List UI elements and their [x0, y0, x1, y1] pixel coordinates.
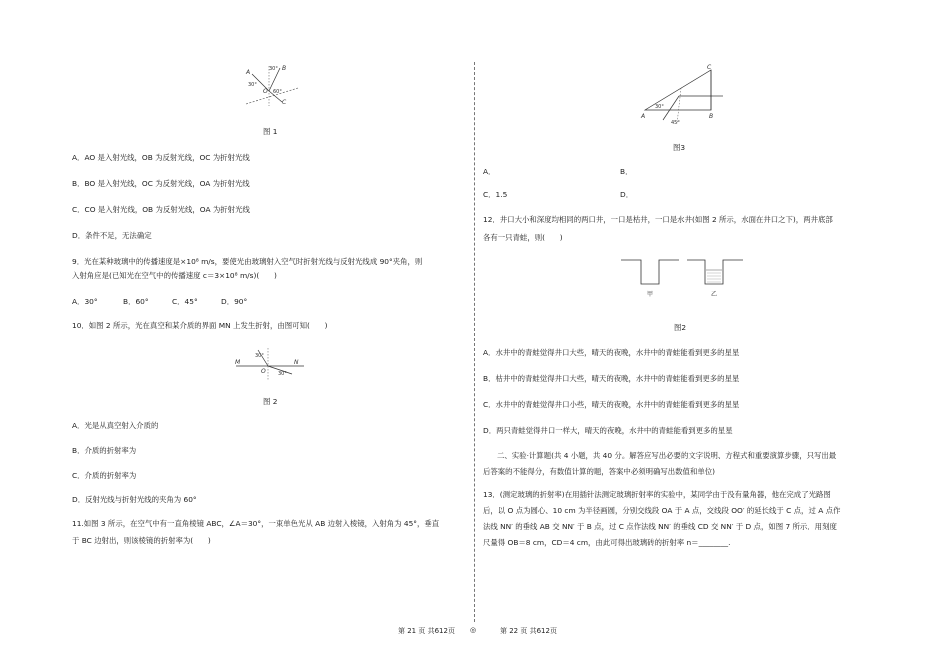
q13-line1: 13．(测定玻璃的折射率)在用插针法测定玻璃折射率的实验中，某同学由于没有量角器，他在完成了光路图 — [483, 490, 831, 499]
fig2-angle-bottom: 30° — [278, 371, 287, 377]
q10-option-b: B．介质的折射率为 — [72, 446, 137, 455]
figure-2 — [234, 346, 306, 382]
q9-stem-line1: 9．光在某种玻璃中的传播速度是×10⁸ m/s，要使光由玻璃射入空气时折射光线与反射光线成 90°夹角，则 — [72, 257, 423, 266]
q11-option-a: A． — [483, 167, 496, 176]
q8-option-d: D．条件不足，无法确定 — [72, 231, 152, 240]
q10-option-a: A．光是从真空射入介质的 — [72, 421, 159, 430]
q8-option-c: C．CO 是入射光线，OB 为反射光线，OA 为折射光线 — [72, 205, 250, 214]
q13-line4: 尺量得 OB＝8 cm，CD＝4 cm，由此可得出玻璃砖的折射率 n＝________. — [483, 538, 731, 547]
right-page-number: 第 22 页 共612页 — [500, 627, 557, 635]
section-heading-line1: 二、实验·计算题(共 4 小题，共 40 分。解答应写出必要的文字说明、方程式和重要演算步骤，只写出最 — [497, 451, 837, 460]
q10-stem: 10．如图 2 所示，光在真空和某介质的界面 MN 上发生折射，由图可知( ) — [72, 321, 328, 330]
figure-1 — [240, 62, 300, 108]
q11-option-c: C．1.5 — [483, 190, 508, 199]
q12-option-a: A．水井中的青蛙觉得井口大些，晴天的夜晚，水井中的青蛙能看到更多的星星 — [483, 348, 740, 357]
fig3-caption: 图3 — [673, 143, 686, 152]
q12-option-c: C．水井中的青蛙觉得井口小些，晴天的夜晚，水井中的青蛙能看到更多的星星 — [483, 400, 740, 409]
fig1-label-b: B — [282, 65, 287, 72]
left-page-number: 第 21 页 共612页 — [398, 627, 455, 635]
fig3-label-a: A — [641, 113, 646, 120]
q11-option-d: D． — [620, 190, 634, 199]
q11-stem-line2: 于 BC 边射出，则该棱镜的折射率为( ) — [72, 536, 211, 545]
q9-stem-line2: 入射角应是(已知光在空气中的传播速度 c＝3×10⁸ m/s)( ) — [72, 271, 277, 280]
fig3-angle-a: 30° — [655, 104, 664, 110]
fig3-label-b: B — [709, 113, 714, 120]
q12-option-d: D．两只青蛙觉得井口一样大，晴天的夜晚，水井中的青蛙能看到更多的星星 — [483, 426, 733, 435]
fig1-angle-left: 30° — [248, 82, 257, 88]
q11-option-b: B． — [620, 167, 633, 176]
q9-option-d: D．90° — [221, 297, 248, 306]
fig1-label-a: A — [246, 69, 251, 76]
well-label-right: 乙 — [711, 291, 718, 298]
q13-line3: 法线 NN′ 的垂线 AB 交 NN′ 于 B 点，过 C 点作法线 NN′ 的垂线 CD 交 NN′ 于 D 点，如图 7 所示．用刻度 — [483, 522, 837, 531]
fig2-caption: 图 2 — [263, 397, 278, 406]
fig2-label-o: O — [261, 368, 266, 375]
wells-caption: 图2 — [674, 323, 687, 332]
q12-stem-line1: 12．井口大小和深度均相同的两口井，一口是枯井，一口是水井(如图 2 所示，水面在井口之下)，两井底部 — [483, 215, 833, 224]
q9-option-a: A．30° — [72, 297, 98, 306]
section-heading-line2: 后答案的不能得分，有数值计算的题，答案中必须明确写出数值和单位) — [483, 467, 715, 476]
well-label-left: 甲 — [647, 291, 654, 298]
figure-3 — [639, 62, 725, 128]
fig2-label-n: N — [294, 359, 299, 366]
fig2-angle-top: 30° — [255, 353, 264, 359]
q13-line2: 后，以 O 点为圆心、10 cm 为半径画圆，分别交线段 OA 于 A 点，交线段 OO′ 的延长线于 C 点，过 A 点作 — [483, 506, 841, 515]
q8-option-b: B．BO 是入射光线，OC 为反射光线，OA 为折射光线 — [72, 179, 250, 188]
q11-stem-line1: 11.如图 3 所示，在空气中有一直角棱镜 ABC，∠A＝30°，一束单色光从 AB 边射入棱镜，入射角为 45°，垂直 — [72, 519, 440, 528]
figure-wells — [619, 256, 747, 298]
q9-option-c: C．45° — [172, 297, 198, 306]
fig2-label-m: M — [235, 359, 241, 366]
q12-stem-line2: 各有一只青蛙，则( ) — [483, 233, 563, 242]
q9-option-b: B．60° — [123, 297, 149, 306]
center-mark: ◎ — [470, 626, 477, 634]
q12-option-b: B．枯井中的青蛙觉得井口大些，晴天的夜晚，水井中的青蛙能看到更多的星星 — [483, 374, 740, 383]
right-page — [475, 0, 950, 672]
fig1-angle-top: 30° — [269, 66, 278, 72]
q10-option-c: C．介质的折射率为 — [72, 471, 137, 480]
fig1-label-o: O — [263, 88, 268, 95]
q10-option-d: D．反射光线与折射光线的夹角为 60° — [72, 495, 197, 504]
fig3-angle-b: 45° — [671, 120, 680, 126]
fig3-label-c: C — [707, 64, 712, 71]
fig1-angle-right: 60° — [273, 89, 282, 95]
fig1-label-c: C — [282, 99, 287, 106]
fig1-caption: 图 1 — [263, 127, 278, 136]
q8-option-a: A．AO 是入射光线，OB 为反射光线，OC 为折射光线 — [72, 153, 250, 162]
